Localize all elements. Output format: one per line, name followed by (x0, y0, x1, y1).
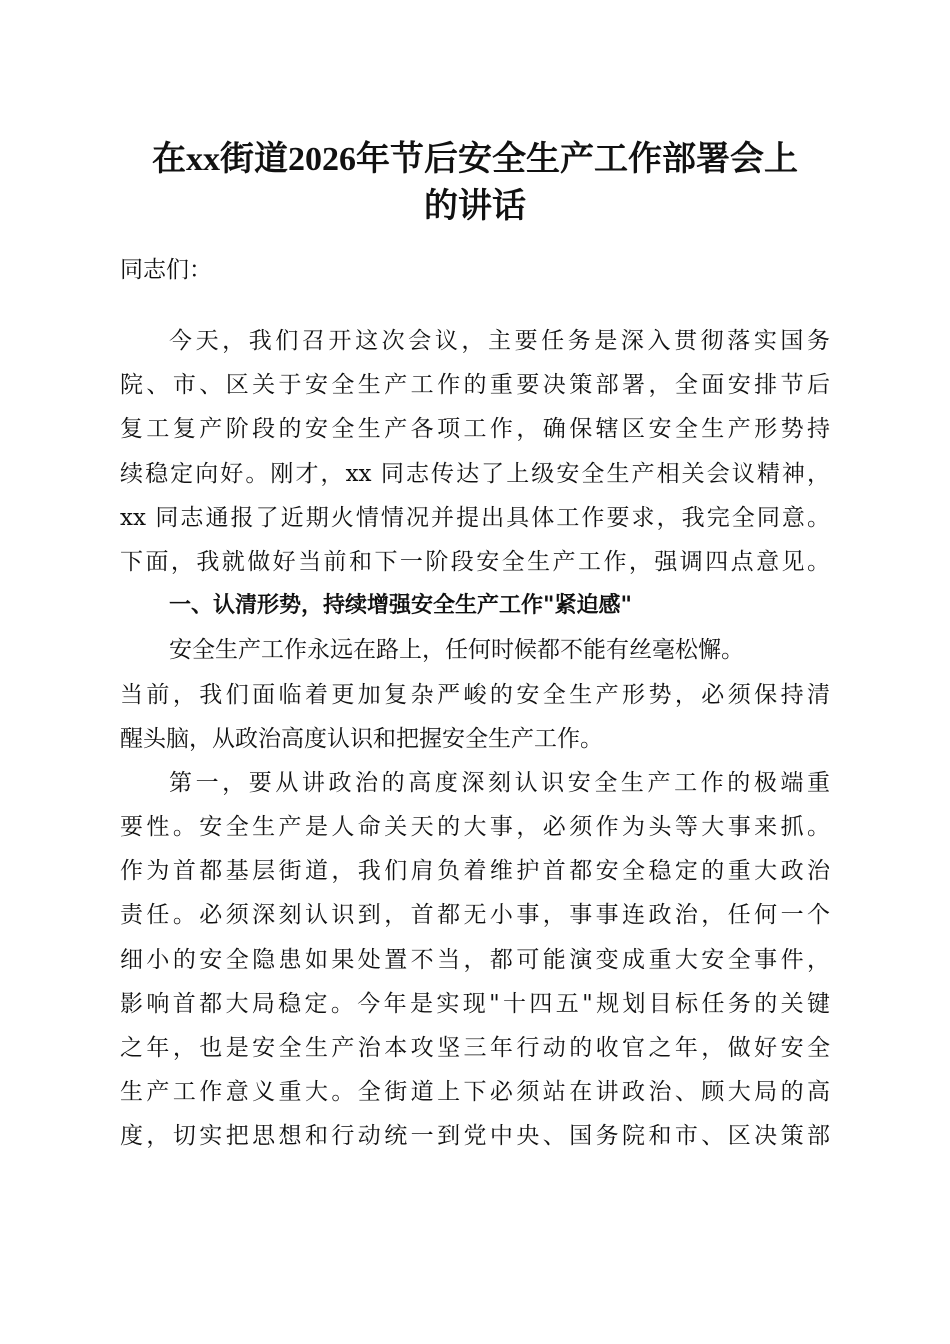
document-body (120, 319, 830, 1159)
section-heading: 一、认清形势，持续增强安全生产工作"紧迫感" (169, 593, 632, 619)
paragraph-line: 安全生产工作永远在路上，任何时候都不能有丝毫松懈。 (169, 637, 744, 664)
title-line-1: 在xx街道2026年节后安全生产工作部署会上 (152, 141, 798, 178)
paragraph-line: 院、市、区关于安全生产工作的重要决策部署，全面安排节后 (120, 372, 830, 399)
paragraph-line: 下面，我就做好当前和下一阶段安全生产工作，强调四点意见。 (120, 548, 830, 575)
paragraph-line: 今天，我们召开这次会议，主要任务是深入贯彻落实国务 (169, 328, 830, 354)
paragraph-line: 要性。安全生产是人命关天的大事，必须作为头等大事来抓。 (120, 814, 830, 841)
paragraph-line: 第一，要从讲政治的高度深刻认识安全生产工作的极端重 (169, 769, 830, 796)
paragraph-line: 度，切实把思想和行动统一到党中央、国务院和市、区决策部 (120, 1123, 830, 1150)
paragraph-line: 作为首都基层街道，我们肩负着维护首都安全稳定的重大政治 (120, 858, 830, 885)
salutation: 同志们： (120, 257, 212, 283)
paragraph-line: 复工复产阶段的安全生产各项工作，确保辖区安全生产形势持 (120, 416, 830, 443)
paragraph-line: 续稳定向好。刚才，xx 同志传达了上级安全生产相关会议精神， (120, 460, 830, 487)
paragraph-line: 当前，我们面临着更加复杂严峻的安全生产形势，必须保持清 (120, 681, 830, 708)
title-line-2: 的讲话 (424, 188, 526, 225)
paragraph-line: 责任。必须深刻认识到，首都无小事，事事连政治，任何一个 (120, 902, 830, 929)
paragraph-line: 细小的安全隐患如果处置不当，都可能演变成重大安全事件， (120, 946, 830, 973)
paragraph-line: 醒头脑，从政治高度认识和把握安全生产工作。 (120, 725, 603, 752)
paragraph-line: 生产工作意义重大。全街道上下必须站在讲政治、顾大局的高 (120, 1079, 830, 1106)
paragraph-line: 影响首都大局稳定。今年是实现"十四五"规划目标任务的关键 (120, 990, 830, 1017)
paragraph-line: 之年，也是安全生产治本攻坚三年行动的收官之年，做好安全 (120, 1035, 830, 1061)
paragraph-line: xx 同志通报了近期火情情况并提出具体工作要求，我完全同意。 (120, 504, 830, 531)
document-title (0, 136, 950, 230)
